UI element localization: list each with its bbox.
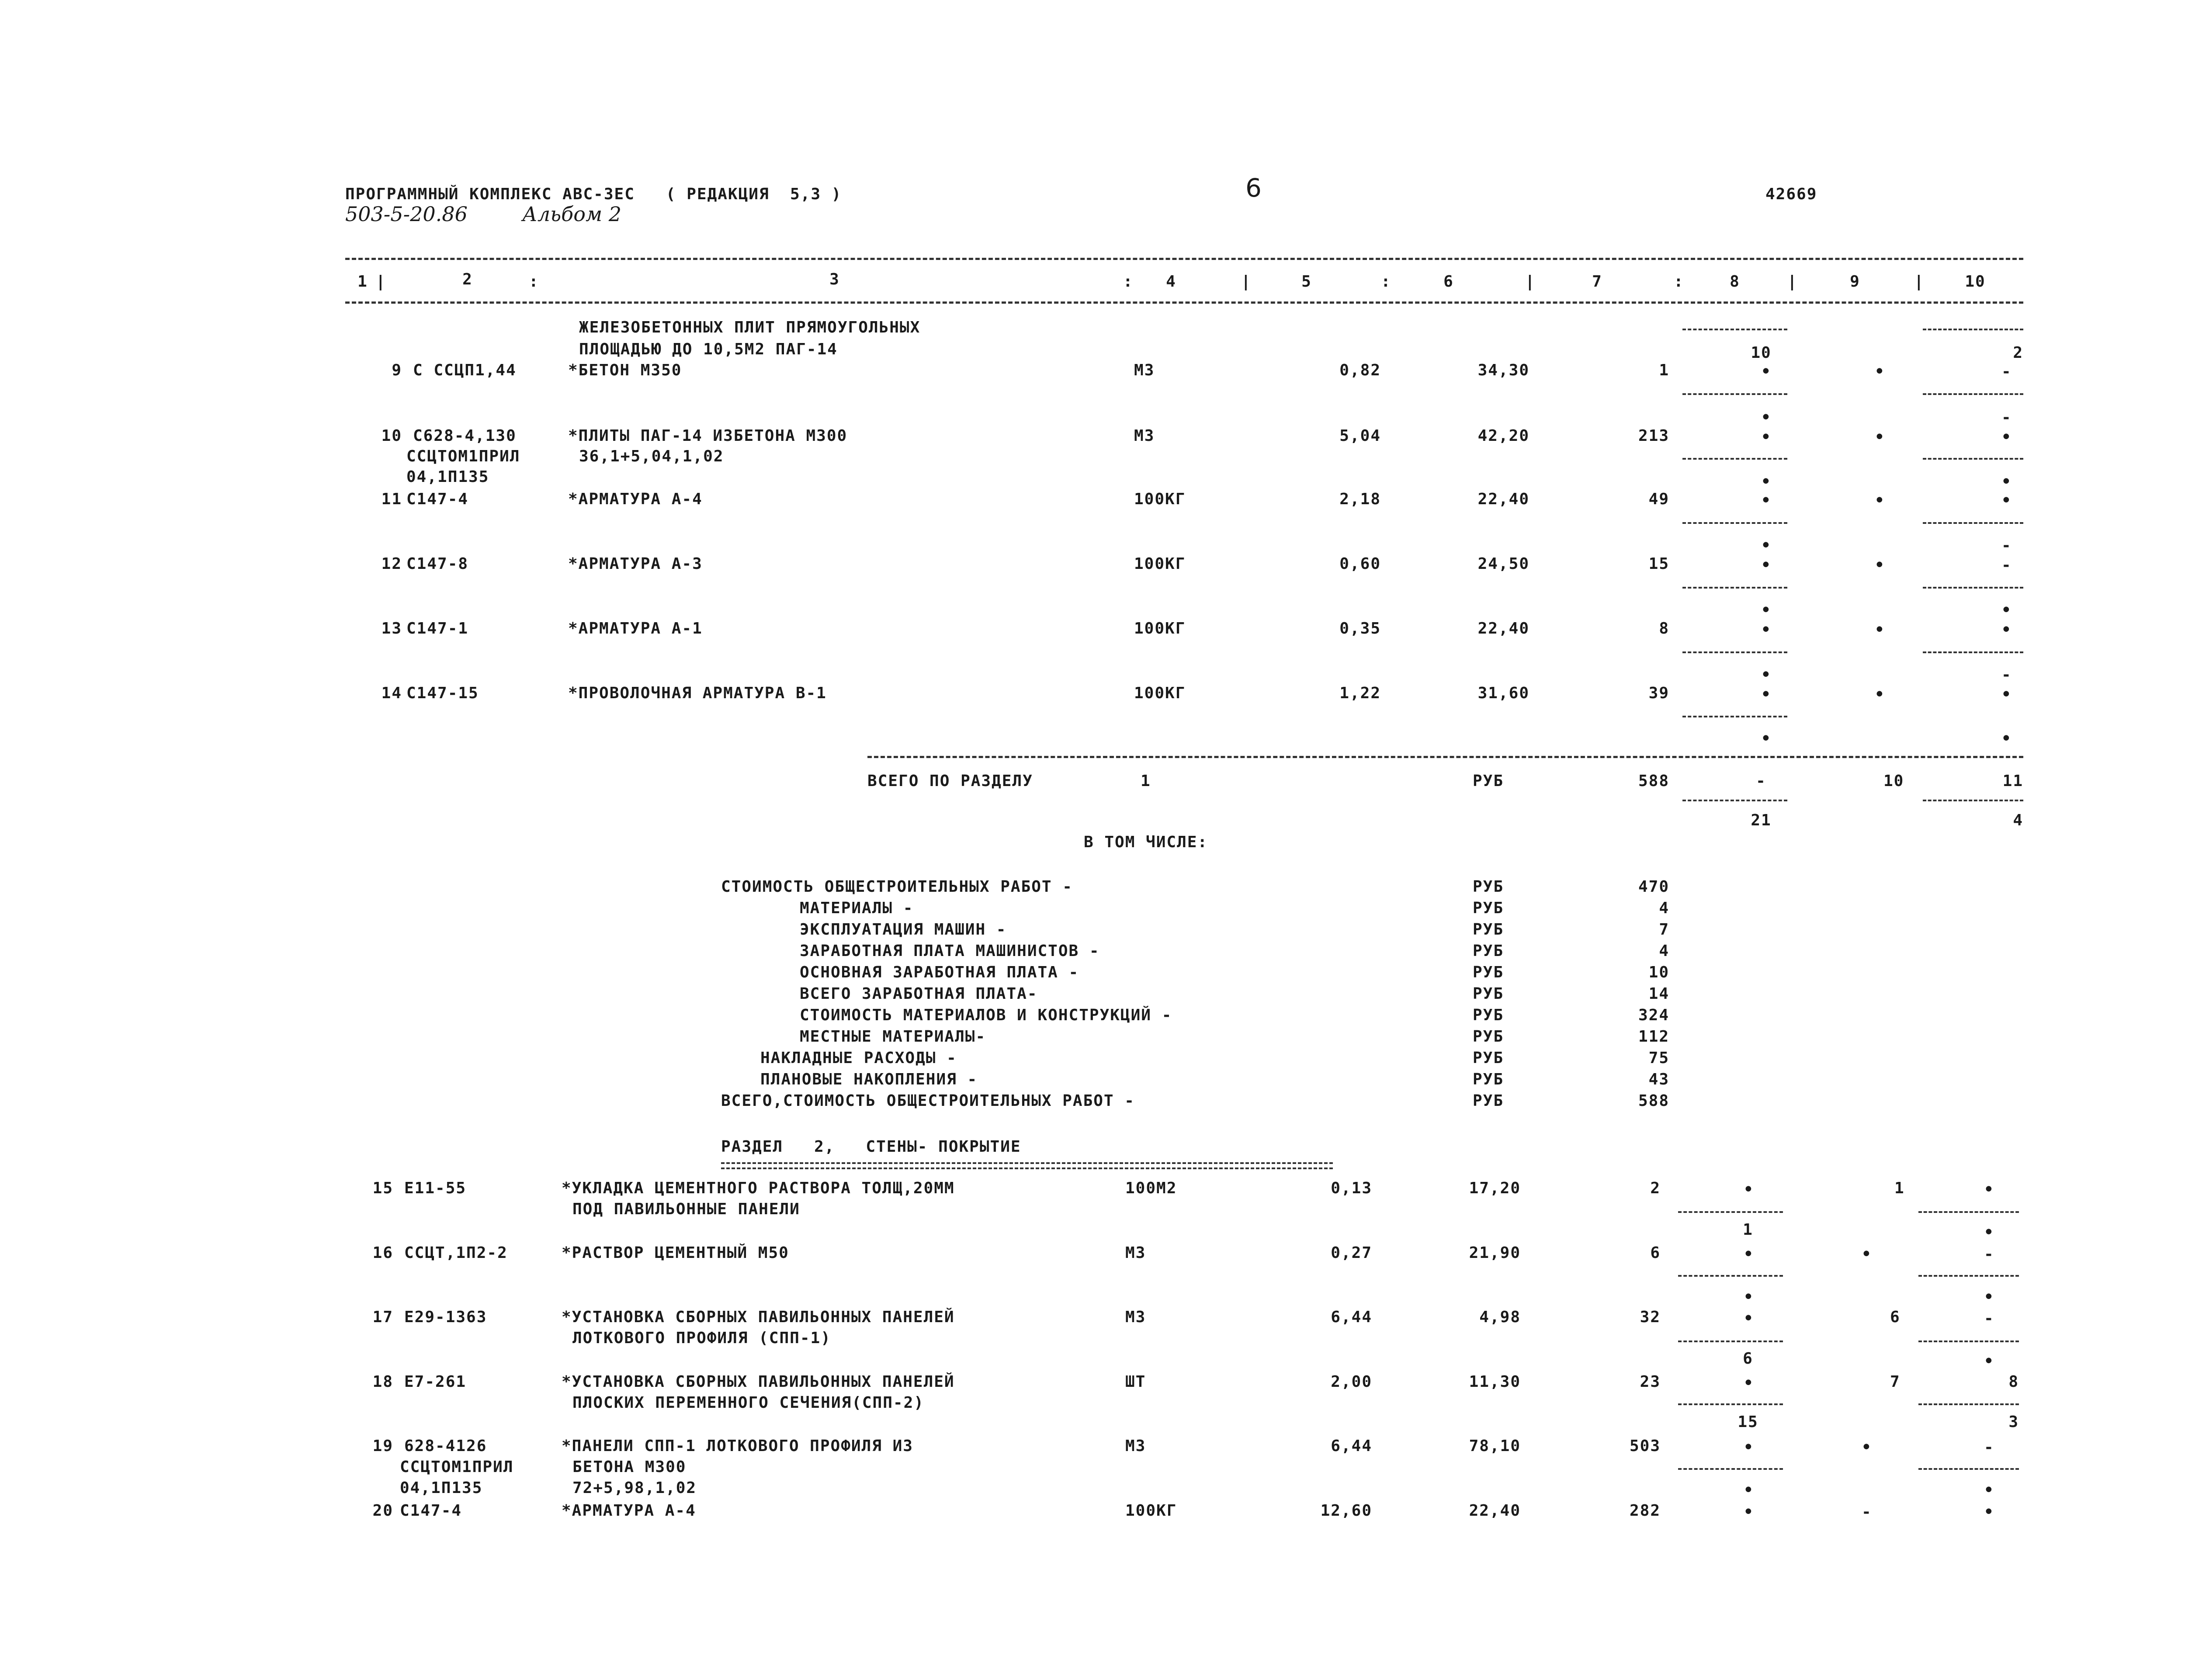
row-name-2: ЛОТКОВОГО ПРОФИЛЯ (СПП-1)	[572, 1329, 831, 1347]
summary-value: 4	[1659, 942, 1669, 960]
row-name: *УСТАНОВКА СБОРНЫХ ПАВИЛЬОННЫХ ПАНЕЛЕЙ	[562, 1308, 955, 1326]
summary-value: 43	[1648, 1070, 1669, 1088]
c8-rule	[1678, 1341, 1783, 1342]
row-unit: 100КГ	[1125, 1502, 1177, 1520]
row-qty: 5,04	[1339, 427, 1381, 445]
summary-unit: РУБ	[1473, 942, 1504, 960]
c10-rule	[1923, 651, 2023, 653]
group-title-1: ЖЕЛЕЗОБЕТОННЫХ ПЛИТ ПРЯМОУГОЛЬНЫХ	[579, 319, 921, 336]
row-dot: •	[1984, 1181, 1994, 1199]
summary-value: 588	[1638, 1092, 1669, 1110]
row-number: 20	[372, 1502, 393, 1520]
summary-unit: РУБ	[1473, 1070, 1504, 1088]
row-c8-bottom: 15	[1738, 1413, 1758, 1431]
row-name: *УКЛАДКА ЦЕМЕНТНОГО РАСТВОРА ТОЛЩ,20ММ	[562, 1179, 955, 1197]
row-number: 19	[372, 1437, 393, 1455]
row-dot: •	[1875, 686, 1884, 703]
c8-rule	[1682, 458, 1787, 460]
row-number: 17	[372, 1308, 393, 1326]
row-code: С147-1	[406, 620, 469, 637]
row-dot: •	[1875, 363, 1884, 381]
row-c10-top: 2	[2013, 344, 2023, 362]
col-7: 7	[1592, 273, 1602, 291]
c8-rule	[1678, 1275, 1783, 1277]
row-unit: 100КГ	[1134, 490, 1186, 508]
row-dot: •	[1875, 492, 1884, 509]
row-unit: М3	[1125, 1308, 1146, 1326]
row-cost: 2	[1650, 1179, 1661, 1197]
row-code: ССЦТ,1П2-2	[404, 1244, 508, 1262]
summary-label: СТОИМОСТЬ МАТЕРИАЛОВ И КОНСТРУКЦИЙ -	[800, 1006, 1172, 1024]
row-price: 21,90	[1469, 1244, 1521, 1262]
row-name: *АРМАТУРА А-4	[568, 490, 703, 508]
row-number: 13	[381, 620, 402, 637]
c8-rule	[1682, 651, 1787, 653]
col-6: 6	[1443, 273, 1454, 291]
row-qty: 1,22	[1339, 684, 1381, 702]
summary-unit: РУБ	[1473, 1006, 1504, 1024]
row-price: 17,20	[1469, 1179, 1521, 1197]
c10-rule	[1923, 587, 2023, 589]
row-name-2: 36,1+5,04,1,02	[579, 447, 724, 465]
row-qty: 0,60	[1339, 555, 1381, 573]
row-dot: •	[1744, 1374, 1753, 1392]
row-dot: -	[2001, 363, 2011, 381]
row-dot: •	[1761, 621, 1771, 639]
row-code-2: ССЦТОМ1ПРИЛ	[400, 1458, 514, 1476]
row-dot: -	[1984, 1438, 1994, 1456]
summary-unit: РУБ	[1473, 1092, 1504, 1110]
row-dot: •	[1744, 1503, 1753, 1521]
row-qty: 2,18	[1339, 490, 1381, 508]
row-dot: -	[2001, 537, 2011, 554]
row-code: С147-15	[406, 684, 479, 702]
document-number: 42669	[1765, 185, 1817, 203]
row-dot: •	[1761, 492, 1771, 509]
row-dot: •	[1744, 1245, 1753, 1263]
row-price: 4,98	[1479, 1308, 1521, 1326]
c8-rule	[1682, 329, 1787, 330]
row-unit: 100КГ	[1134, 555, 1186, 573]
row-dot: •	[1875, 428, 1884, 446]
summary-unit: РУБ	[1473, 985, 1504, 1003]
row-c8-bottom: 1	[1743, 1221, 1753, 1239]
row-code: С147-4	[406, 490, 469, 508]
row-dot: •	[1984, 1503, 1994, 1521]
row-qty: 12,60	[1320, 1502, 1372, 1520]
row-cost: 1	[1659, 361, 1669, 379]
row-dot: •	[1875, 556, 1884, 574]
row-dot: •	[2001, 730, 2011, 748]
row-number: 15	[372, 1179, 393, 1197]
total-rule	[867, 756, 2023, 758]
row-dot: •	[2001, 473, 2011, 491]
row-c9: 6	[1890, 1308, 1901, 1326]
summary-label: НАКЛАДНЫЕ РАСХОДЫ -	[760, 1049, 957, 1067]
row-number: 12	[381, 555, 402, 573]
row-cost: 39	[1648, 684, 1669, 702]
row-code: 628-4126	[404, 1437, 487, 1455]
summary-label: ЗАРАБОТНАЯ ПЛАТА МАШИНИСТОВ -	[800, 942, 1100, 960]
row-unit: 100КГ	[1134, 684, 1186, 702]
row-number: 10	[381, 427, 402, 445]
c10-rule	[1918, 1341, 2019, 1342]
summary-unit: РУБ	[1473, 899, 1504, 917]
row-price: 31,60	[1477, 684, 1530, 702]
row-name: *ПЛИТЫ ПАГ-14 ИЗБЕТОНА М300	[568, 427, 848, 445]
handwritten-code: 503-5-20.86	[345, 202, 468, 226]
total-c10-bottom: 4	[2013, 811, 2023, 829]
summary-value: 324	[1638, 1006, 1669, 1024]
total-unit: РУБ	[1473, 772, 1504, 790]
total-cost: 588	[1638, 772, 1669, 790]
row-cost: 282	[1629, 1502, 1661, 1520]
row-number: 9	[392, 361, 402, 379]
row-dot: •	[1744, 1288, 1753, 1306]
row-qty: 6,44	[1331, 1308, 1372, 1326]
c8-rule	[1682, 522, 1787, 524]
row-name-2: ПЛОСКИХ ПЕРЕМЕННОГО СЕЧЕНИЯ(СПП-2)	[572, 1394, 924, 1412]
row-c8-bottom: 6	[1743, 1350, 1753, 1368]
row-number: 16	[372, 1244, 393, 1262]
row-name: *РАСТВОР ЦЕМЕНТНЫЙ М50	[562, 1244, 789, 1262]
c10-rule	[1923, 522, 2023, 524]
row-dot: •	[1744, 1181, 1753, 1199]
row-dot: •	[2001, 621, 2011, 639]
col-1: 1	[357, 273, 368, 291]
row-qty: 0,27	[1331, 1244, 1372, 1262]
row-code-2: ССЦТОМ1ПРИЛ	[406, 447, 520, 465]
row-unit: М3	[1125, 1437, 1146, 1455]
row-name-2: ПОД ПАВИЛЬОННЫЕ ПАНЕЛИ	[572, 1200, 800, 1218]
section-underline-2	[721, 1167, 1333, 1169]
section-title: РАЗДЕЛ 2, СТЕНЫ- ПОКРЫТИЕ	[721, 1138, 1021, 1156]
c8-rule	[1678, 1211, 1783, 1213]
summary-value: 14	[1648, 985, 1669, 1003]
row-name-3: 72+5,98,1,02	[572, 1479, 697, 1497]
row-dot: •	[1862, 1245, 1871, 1263]
row-code-3: 04,1П135	[406, 468, 489, 486]
row-dot: -	[2001, 409, 2011, 426]
summary-label: СТОИМОСТЬ ОБЩЕСТРОИТЕЛЬНЫХ РАБОТ -	[721, 878, 1073, 896]
row-price: 34,30	[1477, 361, 1530, 379]
header-top-rule	[345, 258, 2023, 260]
row-dot: •	[1984, 1288, 1994, 1306]
handwritten-album: Альбом 2	[522, 202, 621, 226]
col-8: 8	[1730, 273, 1740, 291]
summary-unit: РУБ	[1473, 1028, 1504, 1046]
row-dot: •	[1761, 537, 1771, 554]
page-number: 6	[1245, 173, 1262, 203]
row-code-3: 04,1П135	[400, 1479, 483, 1497]
total-number: 1	[1141, 772, 1151, 790]
c10-rule	[1918, 1403, 2019, 1405]
row-number: 11	[381, 490, 402, 508]
row-unit: М3	[1134, 361, 1155, 379]
col-sep: |	[1241, 273, 1252, 291]
row-dot: •	[2001, 492, 2011, 509]
row-dot: •	[1761, 473, 1771, 491]
row-cost: 213	[1638, 427, 1669, 445]
row-c8-top: 10	[1751, 344, 1772, 362]
row-dot: •	[1984, 1223, 1994, 1241]
c10-rule	[1923, 458, 2023, 460]
row-qty: 0,13	[1331, 1179, 1372, 1197]
row-price: 22,40	[1477, 620, 1530, 637]
row-dot: •	[1761, 601, 1771, 619]
row-dot: •	[2001, 601, 2011, 619]
c8-rule	[1678, 1403, 1783, 1405]
row-cost: 8	[1659, 620, 1669, 637]
col-sep: |	[1787, 273, 1798, 291]
row-cost: 32	[1640, 1308, 1661, 1326]
summary-value: 7	[1659, 921, 1669, 939]
row-dot: •	[1761, 730, 1771, 748]
row-dot: •	[1875, 621, 1884, 639]
c10-rule	[1923, 800, 2023, 801]
summary-label: ВСЕГО,СТОИМОСТЬ ОБЩЕСТРОИТЕЛЬНЫХ РАБОТ -	[721, 1092, 1135, 1110]
row-qty: 0,82	[1339, 361, 1381, 379]
summary-label: ПЛАНОВЫЕ НАКОПЛЕНИЯ -	[760, 1070, 978, 1088]
row-qty: 2,00	[1331, 1373, 1372, 1391]
row-name: *АРМАТУРА А-3	[568, 555, 703, 573]
row-dot: -	[1862, 1503, 1871, 1521]
col-sep: |	[1525, 273, 1536, 291]
row-dot: -	[2001, 556, 2011, 574]
col-sep: :	[1123, 273, 1134, 291]
row-qty: 6,44	[1331, 1437, 1372, 1455]
summary-value: 75	[1648, 1049, 1669, 1067]
summary-unit: РУБ	[1473, 963, 1504, 981]
col-sep: |	[1914, 273, 1925, 291]
summary-label: ВСЕГО ЗАРАБОТНАЯ ПЛАТА-	[800, 985, 1038, 1003]
row-qty: 0,35	[1339, 620, 1381, 637]
including-title: В ТОМ ЧИСЛЕ:	[1084, 833, 1208, 851]
row-cost: 6	[1650, 1244, 1661, 1262]
col-separators: |	[376, 273, 386, 291]
row-dot: -	[1984, 1245, 1994, 1263]
c10-rule	[1918, 1468, 2019, 1470]
row-price: 42,20	[1477, 427, 1530, 445]
row-code: С147-8	[406, 555, 469, 573]
row-name: *ПАНЕЛИ СПП-1 ЛОТКОВОГО ПРОФИЛЯ ИЗ	[562, 1437, 913, 1455]
row-dot: •	[1761, 666, 1771, 684]
col-4: 4	[1166, 273, 1176, 291]
row-dot: •	[1744, 1309, 1753, 1327]
c8-rule	[1678, 1468, 1783, 1470]
total-c8: -	[1756, 772, 1766, 790]
row-c10: 8	[2008, 1373, 2019, 1391]
program-header: ПРОГРАММНЫЙ КОМПЛЕКС АВС-ЗЕС ( РЕДАКЦИЯ 5,3 )	[345, 185, 842, 203]
row-dot: •	[1761, 556, 1771, 574]
col-2: 2	[462, 270, 473, 288]
group-title-2: ПЛОЩАДЬЮ ДО 10,5М2 ПАГ-14	[579, 340, 838, 358]
summary-value: 470	[1638, 878, 1669, 896]
row-code: С147-4	[400, 1502, 462, 1520]
row-code: Е7-261	[404, 1373, 467, 1391]
col-10: 10	[1965, 273, 1986, 291]
row-code: Е11-55	[404, 1179, 467, 1197]
row-c9: 1	[1894, 1179, 1905, 1197]
row-code: С628-4,130	[413, 427, 517, 445]
summary-value: 10	[1648, 963, 1669, 981]
c10-rule	[1918, 1275, 2019, 1277]
row-dot: •	[1761, 409, 1771, 426]
row-cost: 15	[1648, 555, 1669, 573]
row-dot: •	[1761, 686, 1771, 703]
summary-label: МАТЕРИАЛЫ -	[800, 899, 914, 917]
row-code: С ССЦП1,44	[413, 361, 517, 379]
row-price: 22,40	[1477, 490, 1530, 508]
row-dot: •	[1984, 1352, 1994, 1370]
row-price: 22,40	[1469, 1502, 1521, 1520]
row-name-2: БЕТОНА М300	[572, 1458, 687, 1476]
row-dot: •	[2001, 428, 2011, 446]
summary-unit: РУБ	[1473, 878, 1504, 896]
c8-rule	[1682, 393, 1787, 395]
row-dot: •	[2001, 686, 2011, 703]
summary-value: 4	[1659, 899, 1669, 917]
row-price: 78,10	[1469, 1437, 1521, 1455]
row-number: 18	[372, 1373, 393, 1391]
row-cost: 23	[1640, 1373, 1661, 1391]
col-sep: :	[529, 273, 539, 291]
col-3: 3	[829, 270, 840, 288]
row-code: Е29-1363	[404, 1308, 487, 1326]
total-label: ВСЕГО ПО РАЗДЕЛУ	[867, 772, 1033, 790]
row-dot: •	[1761, 363, 1771, 381]
col-sep: :	[1674, 273, 1684, 291]
row-unit: М3	[1134, 427, 1155, 445]
row-dot: •	[1744, 1481, 1753, 1499]
c10-rule	[1923, 329, 2023, 330]
c10-rule	[1923, 393, 2023, 395]
section-underline	[721, 1162, 1333, 1164]
row-c10-bottom: 3	[2008, 1413, 2019, 1431]
summary-label: МЕСТНЫЕ МАТЕРИАЛЫ-	[800, 1028, 986, 1046]
col-sep: :	[1381, 273, 1391, 291]
row-name: *УСТАНОВКА СБОРНЫХ ПАВИЛЬОННЫХ ПАНЕЛЕЙ	[562, 1373, 955, 1391]
row-dot: -	[1984, 1309, 1994, 1327]
row-dot: -	[2001, 666, 2011, 684]
row-unit: 100М2	[1125, 1179, 1177, 1197]
summary-unit: РУБ	[1473, 1049, 1504, 1067]
row-number: 14	[381, 684, 402, 702]
summary-unit: РУБ	[1473, 921, 1504, 939]
c8-rule	[1682, 716, 1787, 717]
total-c9: 10	[1883, 772, 1904, 790]
row-cost: 49	[1648, 490, 1669, 508]
row-unit: ШТ	[1125, 1373, 1146, 1391]
total-c8-bottom: 21	[1751, 811, 1772, 829]
row-dot: •	[1761, 428, 1771, 446]
row-price: 24,50	[1477, 555, 1530, 573]
col-9: 9	[1850, 273, 1860, 291]
col-5: 5	[1301, 273, 1312, 291]
header-bottom-rule	[345, 301, 2023, 304]
row-dot: •	[1744, 1438, 1753, 1456]
c8-rule	[1682, 587, 1787, 589]
total-c10: 11	[2002, 772, 2023, 790]
row-dot: •	[1862, 1438, 1871, 1456]
row-name: *АРМАТУРА А-1	[568, 620, 703, 637]
summary-label: ОСНОВНАЯ ЗАРАБОТНАЯ ПЛАТА -	[800, 963, 1079, 981]
row-dot: •	[1984, 1481, 1994, 1499]
row-c9: 7	[1890, 1373, 1901, 1391]
row-name: *АРМАТУРА А-4	[562, 1502, 696, 1520]
row-name: *ПРОВОЛОЧНАЯ АРМАТУРА В-1	[568, 684, 827, 702]
row-price: 11,30	[1469, 1373, 1521, 1391]
row-name: *БЕТОН М350	[568, 361, 682, 379]
row-unit: М3	[1125, 1244, 1146, 1262]
c8-rule	[1682, 800, 1787, 801]
row-cost: 503	[1629, 1437, 1661, 1455]
summary-value: 112	[1638, 1028, 1669, 1046]
c10-rule	[1918, 1211, 2019, 1213]
summary-label: ЭКСПЛУАТАЦИЯ МАШИН -	[800, 921, 1007, 939]
row-unit: 100КГ	[1134, 620, 1186, 637]
